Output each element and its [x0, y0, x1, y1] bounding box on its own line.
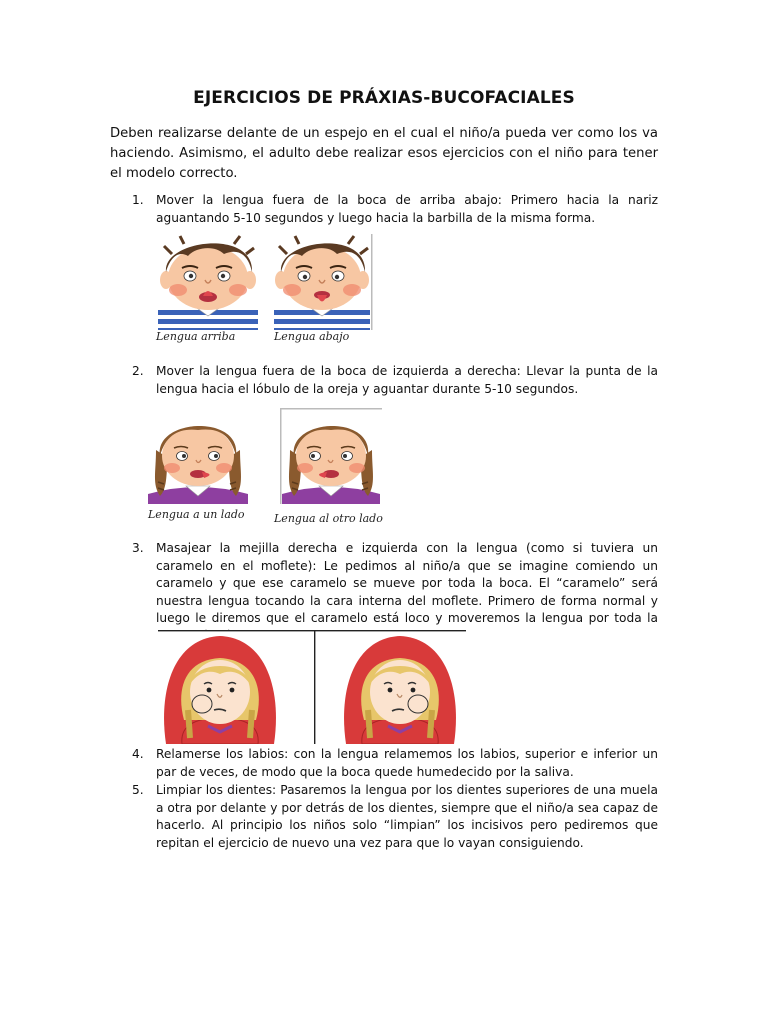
illustration-girl-tongue-side-right — [280, 408, 382, 504]
list-item-text: Masajear la mejilla derecha e izquierda con la lengua (como si tuviera un caramelo en el moflete): Le pedimos al niño/a que se imagine comiendo un caramelo y que ese caramelo se mueve por toda la boca. El “caramelo” será nuestra lengua tocando la cara interna del moflete. Primero de forma normal y luego le diremos que el caramelo está loco y moveremos la lengua por toda la — [156, 541, 658, 626]
caption-lengua-a-un-lado: Lengua a un lado — [148, 508, 245, 521]
list-item-text: Limpiar los dientes: Pasaremos la lengua por los dientes superiores de una muela a otra por delante y por detrás de los dientes, siempre que el niño/a sea capaz de hacerlo. Al principio los niños solo “limpian” los incisivos pero pediremos que repitan el ejercicio de nuevo una vez para que lo vayan consiguiendo. — [156, 783, 658, 850]
page-title: EJERCICIOS DE PRÁXIAS-BUCOFACIALES — [193, 88, 575, 108]
caption-lengua-abajo: Lengua abajo — [274, 330, 350, 343]
illustration-cheek-candy-panel — [154, 630, 466, 744]
list-item-number: 5. — [132, 783, 144, 797]
list-item-4 — [110, 746, 658, 781]
list-item-5 — [110, 782, 658, 852]
illustration-girl-tongue-side-left — [146, 410, 250, 504]
list-item-number: 2. — [132, 364, 144, 378]
list-item-1 — [110, 192, 658, 227]
illustration-boy-tongue-up — [154, 234, 262, 330]
caption-lengua-al-otro-lado: Lengua al otro lado — [274, 512, 383, 525]
list-item-text: Mover la lengua fuera de la boca de arriba abajo: Primero hacia la nariz aguantando 5-10 segundos y luego hacia la barbilla de la misma forma. — [156, 193, 658, 225]
list-item-text: Mover la lengua fuera de la boca de izquierda a derecha: Llevar la punta de la lengua hacia el lóbulo de la oreja y aguantar durante 5-10 segundos. — [156, 364, 658, 396]
list-item-number: 3. — [132, 541, 144, 555]
intro-paragraph: Deben realizarse delante de un espejo en el cual el niño/a pueda ver como los va haciendo. Asimismo, el adulto debe realizar esos ejercicios con el niño para tener el modelo correcto. — [110, 126, 658, 181]
illustration-boy-tongue-down — [270, 234, 374, 330]
list-item-number: 1. — [132, 193, 144, 207]
list-item-text: Relamerse los labios: con la lengua relamemos los labios, superior e inferior un par de veces, de modo que la boca quede humedecido por la saliva. — [156, 747, 658, 779]
list-item-number: 4. — [132, 747, 144, 761]
list-item-2 — [110, 363, 658, 398]
caption-lengua-arriba: Lengua arriba — [156, 330, 236, 343]
